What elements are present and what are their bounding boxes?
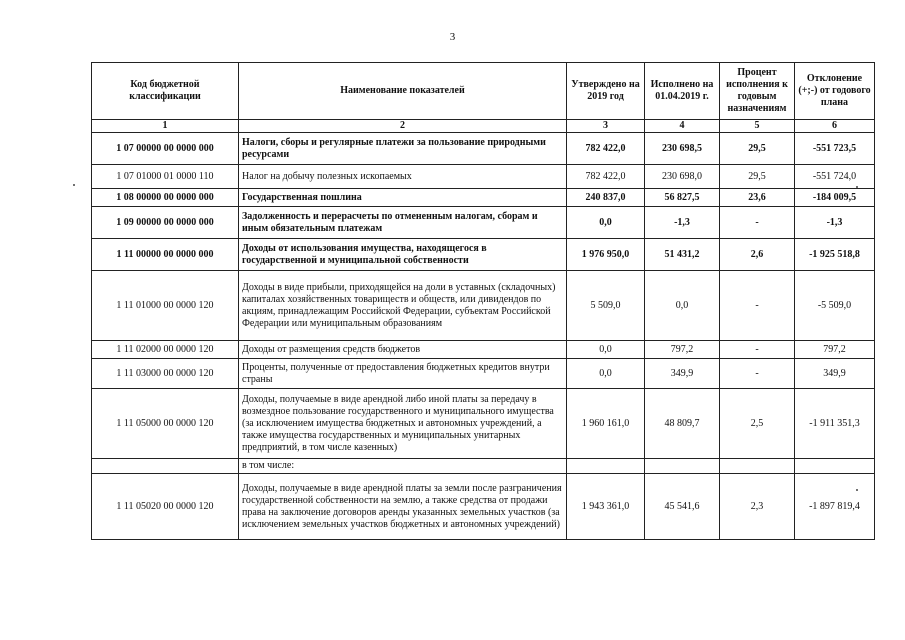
approved-value: 240 837,0 xyxy=(567,189,645,207)
budget-code xyxy=(92,459,239,474)
indicator-name: Налоги, сборы и регулярные платежи за пользование природными ресурсами xyxy=(239,133,567,165)
deviation-value xyxy=(795,459,875,474)
deviation-value: -5 509,0 xyxy=(795,271,875,341)
budget-code: 1 11 01000 00 0000 120 xyxy=(92,271,239,341)
column-header-name: Наименование показателей xyxy=(239,63,567,120)
indicator-name: Проценты, полученные от предоставления бюджетных кредитов внутри страны xyxy=(239,359,567,389)
page-number: 3 xyxy=(449,31,456,43)
percent-value: 2,6 xyxy=(720,239,795,271)
percent-value: - xyxy=(720,341,795,359)
table-row xyxy=(92,389,875,459)
column-number: 1 xyxy=(92,120,239,133)
percent-value: 29,5 xyxy=(720,165,795,189)
indicator-name: Доходы от размещения средств бюджетов xyxy=(239,341,567,359)
column-header-executed: Исполнено на 01.04.2019 г. xyxy=(645,63,720,120)
percent-value: - xyxy=(720,207,795,239)
indicator-name: Доходы в виде прибыли, приходящейся на доли в уставных (складочных) капиталах хозяйственных товариществ и обществ, или дивидендов по акциям, принадлежащим Российской Федерации, субъектам Российской Федерации или муниципальным образованиям xyxy=(239,271,567,341)
deviation-value: 349,9 xyxy=(795,359,875,389)
executed-value: 230 698,0 xyxy=(645,165,720,189)
table-row xyxy=(92,359,875,389)
deviation-value: -184 009,5 xyxy=(795,189,875,207)
percent-value: 23,6 xyxy=(720,189,795,207)
deviation-value: -1,3 xyxy=(795,207,875,239)
column-number-row xyxy=(92,120,875,133)
budget-code: 1 09 00000 00 0000 000 xyxy=(92,207,239,239)
column-number: 6 xyxy=(795,120,875,133)
indicator-name: Налог на добычу полезных ископаемых xyxy=(239,165,567,189)
scan-speck xyxy=(856,489,858,491)
deviation-value: 797,2 xyxy=(795,341,875,359)
header-row xyxy=(92,63,875,120)
executed-value: 349,9 xyxy=(645,359,720,389)
budget-code: 1 08 00000 00 0000 000 xyxy=(92,189,239,207)
table-row xyxy=(92,207,875,239)
scan-speck xyxy=(73,184,75,186)
budget-code: 1 11 03000 00 0000 120 xyxy=(92,359,239,389)
table-row xyxy=(92,271,875,341)
executed-value: 48 809,7 xyxy=(645,389,720,459)
indicator-name: Доходы, получаемые в виде арендной платы за земли после разграничения государственной собственности на землю, а также средства от продажи права на заключение договоров аренды указанных земельных участков (за исключением земельных участков бюджетных и автономных учреждений) xyxy=(239,474,567,540)
deviation-value: -551 724,0 xyxy=(795,165,875,189)
table-row xyxy=(92,133,875,165)
indicator-name: Задолженность и перерасчеты по отмененным налогам, сборам и иным обязательным платежам xyxy=(239,207,567,239)
deviation-value: -551 723,5 xyxy=(795,133,875,165)
indicator-name: Доходы от использования имущества, находящегося в государственной и муниципальной собственности xyxy=(239,239,567,271)
percent-value: 29,5 xyxy=(720,133,795,165)
column-number: 2 xyxy=(239,120,567,133)
executed-value: 56 827,5 xyxy=(645,189,720,207)
executed-value xyxy=(645,459,720,474)
approved-value: 1 960 161,0 xyxy=(567,389,645,459)
approved-value: 0,0 xyxy=(567,359,645,389)
executed-value: -1,3 xyxy=(645,207,720,239)
executed-value: 0,0 xyxy=(645,271,720,341)
budget-code: 1 07 00000 00 0000 000 xyxy=(92,133,239,165)
table-row xyxy=(92,459,875,474)
scan-speck xyxy=(856,186,858,188)
indicator-name: Доходы, получаемые в виде арендной либо иной платы за передачу в возмездное пользование государственного и муниципального имущества (за исключением имущества бюджетных и автономных учреждений, а также имущества государственных и муниципальных унитарных предприятий, в том числе казенных) xyxy=(239,389,567,459)
budget-code: 1 07 01000 01 0000 110 xyxy=(92,165,239,189)
table-row xyxy=(92,165,875,189)
table-row xyxy=(92,474,875,540)
column-header-percent: Процент исполнения к годовым назначениям xyxy=(720,63,795,120)
percent-value: - xyxy=(720,359,795,389)
column-number: 5 xyxy=(720,120,795,133)
executed-value: 797,2 xyxy=(645,341,720,359)
executed-value: 45 541,6 xyxy=(645,474,720,540)
column-header-code: Код бюджетной классификации xyxy=(92,63,239,120)
approved-value: 5 509,0 xyxy=(567,271,645,341)
deviation-value: -1 925 518,8 xyxy=(795,239,875,271)
column-header-deviation: Отклонение (+;-) от годового плана xyxy=(795,63,875,120)
approved-value xyxy=(567,459,645,474)
approved-value: 0,0 xyxy=(567,207,645,239)
percent-value: 2,3 xyxy=(720,474,795,540)
budget-code: 1 11 00000 00 0000 000 xyxy=(92,239,239,271)
table-row xyxy=(92,189,875,207)
approved-value: 0,0 xyxy=(567,341,645,359)
percent-value: - xyxy=(720,271,795,341)
column-number: 4 xyxy=(645,120,720,133)
executed-value: 230 698,5 xyxy=(645,133,720,165)
budget-code: 1 11 05000 00 0000 120 xyxy=(92,389,239,459)
percent-value: 2,5 xyxy=(720,389,795,459)
deviation-value: -1 897 819,4 xyxy=(795,474,875,540)
budget-code: 1 11 05020 00 0000 120 xyxy=(92,474,239,540)
column-header-approved: Утверждено на 2019 год xyxy=(567,63,645,120)
approved-value: 782 422,0 xyxy=(567,133,645,165)
approved-value: 1 943 361,0 xyxy=(567,474,645,540)
budget-execution-table xyxy=(91,62,875,540)
table-row xyxy=(92,239,875,271)
indicator-name: в том числе: xyxy=(239,459,567,474)
approved-value: 1 976 950,0 xyxy=(567,239,645,271)
indicator-name: Государственная пошлина xyxy=(239,189,567,207)
percent-value xyxy=(720,459,795,474)
budget-code: 1 11 02000 00 0000 120 xyxy=(92,341,239,359)
column-number: 3 xyxy=(567,120,645,133)
approved-value: 782 422,0 xyxy=(567,165,645,189)
executed-value: 51 431,2 xyxy=(645,239,720,271)
table-row xyxy=(92,341,875,359)
deviation-value: -1 911 351,3 xyxy=(795,389,875,459)
